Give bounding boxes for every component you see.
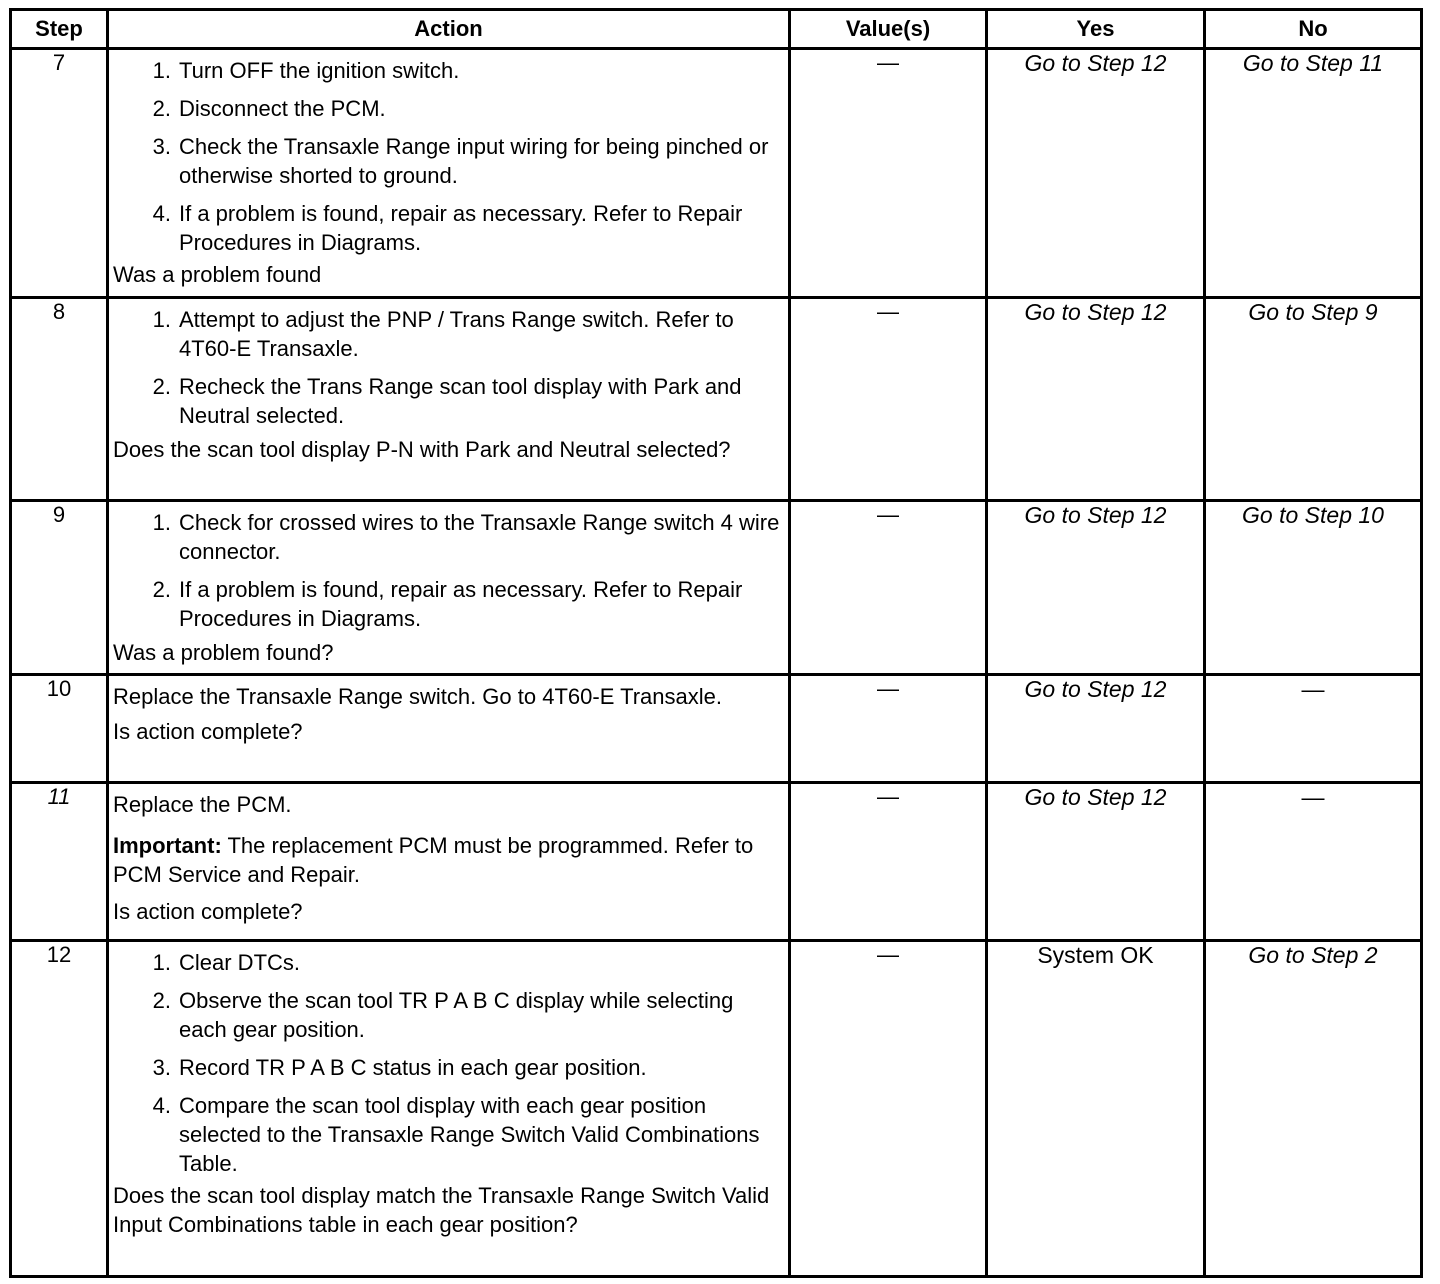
list-item: 1. Clear DTCs. bbox=[141, 948, 782, 977]
list-item-text: Observe the scan tool TR P A B C display while selecting each gear position. bbox=[179, 988, 734, 1042]
list-item: 2. If a problem is found, repair as necessary. Refer to Repair Procedures in Diagrams. bbox=[141, 575, 782, 633]
action-text: Replace the Transaxle Range switch. Go to 4T60-E Transaxle. bbox=[113, 684, 722, 709]
table-row-step-11 bbox=[11, 783, 1422, 941]
action-question: Was a problem found bbox=[113, 262, 322, 287]
list-item-text: Attempt to adjust the PNP / Trans Range switch. Refer to 4T60-E Transaxle. bbox=[179, 307, 734, 361]
action-cell bbox=[108, 941, 790, 1277]
yes-link: Go to Step 12 bbox=[987, 298, 1205, 501]
action-question: Is action complete? bbox=[113, 719, 303, 744]
list-item-text: If a problem is found, repair as necessary. Refer to Repair Procedures in Diagrams. bbox=[179, 201, 743, 255]
step-number: 7 bbox=[11, 49, 108, 298]
no-link: — bbox=[1205, 783, 1422, 941]
action-cell bbox=[108, 49, 790, 298]
list-item: 1. Attempt to adjust the PNP / Trans Range switch. Refer to 4T60-E Transaxle. bbox=[141, 305, 782, 363]
yes-link: Go to Step 12 bbox=[987, 783, 1205, 941]
action-steps-list bbox=[113, 948, 782, 1178]
value-cell: — bbox=[790, 298, 987, 501]
header-values: Value(s) bbox=[790, 10, 987, 49]
no-link: Go to Step 2 bbox=[1205, 941, 1422, 1277]
list-item: 3. Record TR P A B C status in each gear position. bbox=[141, 1053, 782, 1082]
table-row-step-12 bbox=[11, 941, 1422, 1277]
list-item: 3. Check the Transaxle Range input wiring for being pinched or otherwise shorted to ground. bbox=[141, 132, 782, 190]
header-yes: Yes bbox=[987, 10, 1205, 49]
list-item-text: Turn OFF the ignition switch. bbox=[179, 58, 460, 83]
list-item-text: Check for crossed wires to the Transaxle Range switch 4 wire connector. bbox=[179, 510, 780, 564]
value-cell: — bbox=[790, 501, 987, 675]
yes-link: Go to Step 12 bbox=[987, 49, 1205, 298]
diagnostic-table bbox=[9, 8, 1423, 1278]
step-number: 10 bbox=[11, 675, 108, 783]
action-cell bbox=[108, 783, 790, 941]
value-cell: — bbox=[790, 49, 987, 298]
list-item: 2. Disconnect the PCM. bbox=[141, 94, 782, 123]
list-item-text: Clear DTCs. bbox=[179, 950, 301, 975]
action-steps-list bbox=[113, 508, 782, 633]
table-row-step-8 bbox=[11, 298, 1422, 501]
action-cell bbox=[108, 298, 790, 501]
list-item-text: Disconnect the PCM. bbox=[179, 96, 386, 121]
value-cell: — bbox=[790, 941, 987, 1277]
list-item-text: Check the Transaxle Range input wiring for being pinched or otherwise shorted to ground. bbox=[179, 134, 769, 188]
diagnostic-table-sheet bbox=[9, 8, 1423, 1278]
action-question: Does the scan tool display match the Transaxle Range Switch Valid Input Combinations table in each gear position? bbox=[113, 1183, 770, 1237]
step-number: 11 bbox=[11, 783, 108, 941]
no-link: Go to Step 9 bbox=[1205, 298, 1422, 501]
list-item: 1. Turn OFF the ignition switch. bbox=[141, 56, 782, 85]
action-question: Does the scan tool display P-N with Park and Neutral selected? bbox=[113, 437, 731, 462]
yes-link: System OK bbox=[987, 941, 1205, 1277]
table-row-step-10 bbox=[11, 675, 1422, 783]
list-item: 2. Recheck the Trans Range scan tool display with Park and Neutral selected. bbox=[141, 372, 782, 430]
important-note bbox=[113, 831, 782, 889]
list-item-text: Compare the scan tool display with each gear position selected to the Transaxle Range Switch Valid Combinations Table. bbox=[179, 1093, 760, 1176]
action-text: Replace the PCM. bbox=[113, 792, 292, 817]
important-label: Important: bbox=[113, 833, 222, 858]
value-cell: — bbox=[790, 675, 987, 783]
list-item: 2. Observe the scan tool TR P A B C display while selecting each gear position. bbox=[141, 986, 782, 1044]
yes-link: Go to Step 12 bbox=[987, 675, 1205, 783]
list-item: 4. If a problem is found, repair as necessary. Refer to Repair Procedures in Diagrams. bbox=[141, 199, 782, 257]
action-question: Was a problem found? bbox=[113, 640, 334, 665]
header-row bbox=[11, 10, 1422, 49]
no-link: Go to Step 11 bbox=[1205, 49, 1422, 298]
action-cell bbox=[108, 675, 790, 783]
important-text: The replacement PCM must be programmed. Refer to PCM Service and Repair. bbox=[113, 833, 754, 887]
no-link: Go to Step 10 bbox=[1205, 501, 1422, 675]
list-item-text: Record TR P A B C status in each gear position. bbox=[179, 1055, 647, 1080]
value-cell: — bbox=[790, 783, 987, 941]
no-link: — bbox=[1205, 675, 1422, 783]
header-action: Action bbox=[108, 10, 790, 49]
step-number: 8 bbox=[11, 298, 108, 501]
action-question: Is action complete? bbox=[113, 899, 303, 924]
list-item: 4. Compare the scan tool display with each gear position selected to the Transaxle Range Switch Valid Combinations Table. bbox=[141, 1091, 782, 1178]
header-step: Step bbox=[11, 10, 108, 49]
action-steps-list bbox=[113, 305, 782, 430]
step-number: 9 bbox=[11, 501, 108, 675]
header-no: No bbox=[1205, 10, 1422, 49]
list-item-text: Recheck the Trans Range scan tool display with Park and Neutral selected. bbox=[179, 374, 742, 428]
table-row-step-9 bbox=[11, 501, 1422, 675]
step-number: 12 bbox=[11, 941, 108, 1277]
yes-link: Go to Step 12 bbox=[987, 501, 1205, 675]
table-row-step-7 bbox=[11, 49, 1422, 298]
action-steps-list bbox=[113, 56, 782, 257]
list-item-text: If a problem is found, repair as necessary. Refer to Repair Procedures in Diagrams. bbox=[179, 577, 743, 631]
list-item: 1. Check for crossed wires to the Transaxle Range switch 4 wire connector. bbox=[141, 508, 782, 566]
action-cell bbox=[108, 501, 790, 675]
